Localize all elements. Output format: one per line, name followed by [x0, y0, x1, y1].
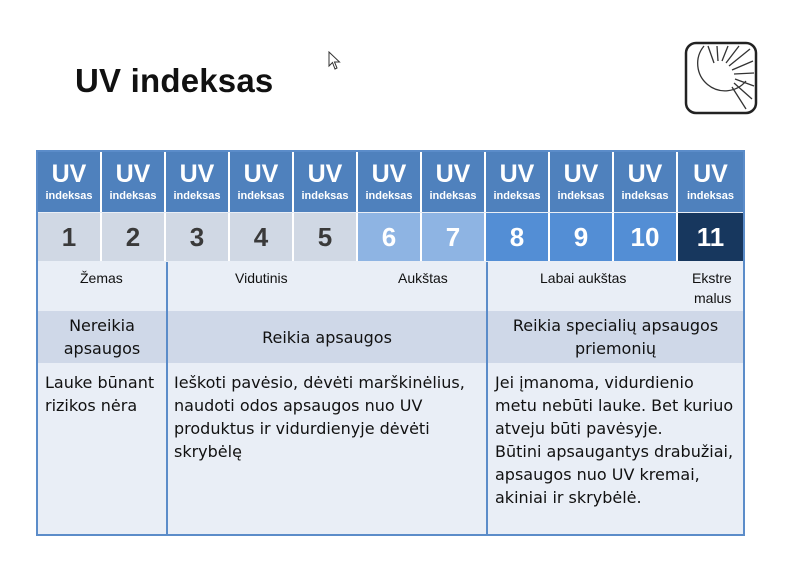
uv-header-sublabel: indeksas	[621, 190, 669, 202]
uv-header-cell	[166, 152, 230, 212]
mouse-pointer-icon	[328, 51, 342, 71]
uv-header-cell	[678, 152, 743, 212]
uv-level-7: 7	[422, 213, 486, 261]
uv-header-sublabel: indeksas	[493, 190, 541, 202]
uv-header-sublabel: indeksas	[45, 190, 93, 202]
uv-level-11: 11	[678, 213, 743, 261]
description-low: Lauke būnant rizikos nėra	[45, 373, 155, 415]
protection-none: Nereikia apsaugos	[63, 316, 141, 358]
uv-header-cell	[422, 152, 486, 212]
category-extreme-line2: malus	[694, 290, 732, 306]
uv-header-cell	[550, 152, 614, 212]
uv-header-label: UV	[179, 160, 215, 188]
uv-header-sublabel: indeksas	[365, 190, 413, 202]
uv-level-10: 10	[614, 213, 678, 261]
protection-row	[38, 311, 743, 363]
uv-header-label: UV	[563, 160, 599, 188]
description-moderate: Ieškoti pavėsio, dėvėti marškinėlius, naudoti odos apsaugos nuo UV produktus ir vidurdienyje dėvėti skrybėlę	[174, 373, 465, 461]
category-extreme-line1: Ekstre	[692, 270, 732, 286]
uv-level-9: 9	[550, 213, 614, 261]
column-divider-2	[486, 262, 488, 534]
protection-special: Reikia specialių apsaugos priemonių	[512, 316, 719, 358]
sun-icon	[684, 41, 758, 115]
uv-header-sublabel: indeksas	[686, 190, 735, 202]
column-divider-1	[166, 262, 168, 534]
uv-header-label: UV	[435, 160, 471, 188]
category-low: Žemas	[80, 270, 123, 286]
uv-header-sublabel: indeksas	[237, 190, 285, 202]
description-row	[38, 364, 743, 534]
uv-level-4: 4	[230, 213, 294, 261]
uv-header-sublabel: indeksas	[109, 190, 157, 202]
category-very-high: Labai aukštas	[540, 270, 627, 286]
uv-header-sublabel: indeksas	[173, 190, 221, 202]
uv-header-label: UV	[51, 160, 87, 188]
uv-header-label: UV	[627, 160, 663, 188]
page-title: UV indeksas	[75, 62, 274, 99]
uv-header-cell	[230, 152, 294, 212]
uv-header-label: UV	[499, 160, 535, 188]
category-high: Aukštas	[398, 270, 448, 286]
uv-header-sublabel: indeksas	[301, 190, 349, 202]
uv-index-table	[36, 150, 745, 536]
uv-level-8: 8	[486, 213, 550, 261]
uv-level-1: 1	[38, 213, 102, 261]
uv-level-2: 2	[102, 213, 166, 261]
uv-header-label: UV	[115, 160, 151, 188]
uv-header-label: UV	[371, 160, 407, 188]
uv-header-label: UV	[307, 160, 343, 188]
uv-level-6: 6	[358, 213, 422, 261]
uv-header-sublabel: indeksas	[557, 190, 605, 202]
uv-header-cell	[102, 152, 166, 212]
uv-header-label: UV	[693, 160, 728, 188]
uv-header-sublabel: indeksas	[429, 190, 477, 202]
protection-needed: Reikia apsaugos	[262, 327, 392, 347]
description-high: Jei įmanoma, vidurdienio metu nebūti lauke. Bet kuriuo atveju būti pavėsyje. Būtini apsaugantys drabužiai, apsaugos nuo UV kremai, akiniai ir skrybėlė.	[495, 373, 734, 507]
uv-header-cell	[614, 152, 678, 212]
category-row	[38, 262, 743, 310]
uv-header-row	[38, 152, 743, 212]
uv-level-5: 5	[294, 213, 358, 261]
uv-header-cell	[294, 152, 358, 212]
uv-header-label: UV	[243, 160, 279, 188]
uv-level-3: 3	[166, 213, 230, 261]
uv-level-row	[38, 213, 743, 261]
uv-header-cell	[38, 152, 102, 212]
uv-header-cell	[486, 152, 550, 212]
uv-header-cell	[358, 152, 422, 212]
category-moderate: Vidutinis	[235, 270, 288, 286]
